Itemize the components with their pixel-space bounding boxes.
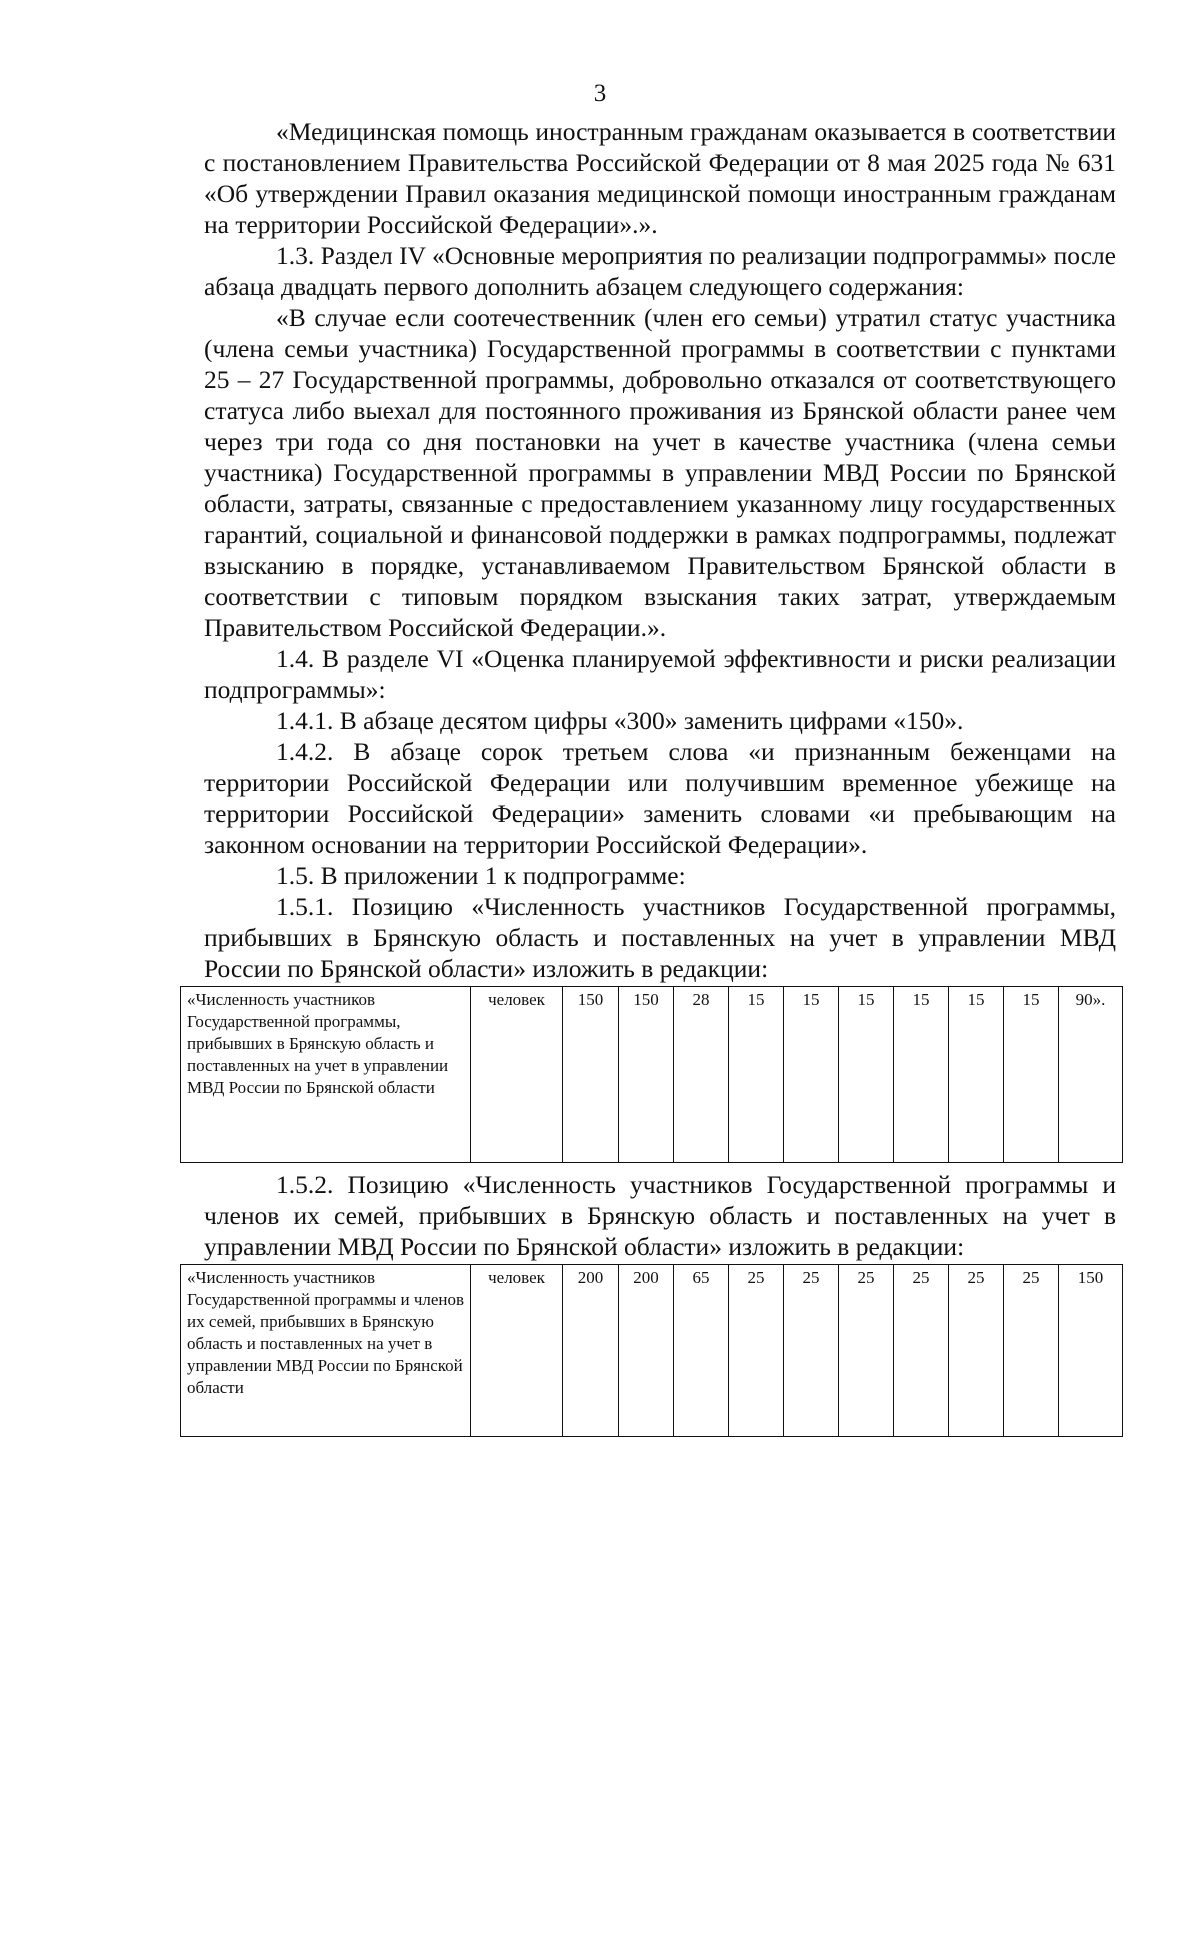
value-cell: 200 [563,1265,619,1437]
value-cell: 200 [619,1265,674,1437]
value-cell: 15 [949,987,1004,1163]
indicator-name-cell: «Численность участников Государственной программы и членов их семей, прибывших в Брянскую область и поставленных на учет в управлении МВД России по Брянской области [181,1265,471,1437]
value-cell: 15 [839,987,894,1163]
paragraph-1-4-1: 1.4.1. В абзаце десятом цифры «300» заменить цифрами «150». [276,706,964,735]
page-number: 3 [593,80,607,107]
paragraph-1-4: 1.4. В разделе VI «Оценка планируемой эффективности и риски реализации подпрограммы»: [204,644,1116,704]
value-cell: 65 [674,1265,729,1437]
indicator-name-cell: «Численность участников Государственной программы, прибывших в Брянскую область и поставленных на учет в управлении МВД России по Брянской области [181,987,471,1163]
value-cell: 90». [1059,987,1123,1163]
body-text [187,116,1116,1437]
paragraph-1-5-2: 1.5.2. Позицию «Численность участников Государственной программы и членов их семей, прибывших в Брянскую область и поставленных на учет в управлении МВД России по Брянской области» изложить в редакции: [204,1170,1116,1261]
table-row [181,987,1123,1163]
value-cell: 15 [1004,987,1059,1163]
value-cell: 15 [784,987,839,1163]
paragraph-1-5-1: 1.5.1. Позицию «Численность участников Государственной программы, прибывших в Брянскую область и поставленных на учет в управлении МВД России по Брянской области» изложить в редакции: [204,892,1116,983]
paragraph-1-3: 1.3. Раздел IV «Основные мероприятия по реализации подпрограммы» после абзаца двадцать первого дополнить абзацем следующего содержания: [204,241,1116,301]
unit-cell: человек [471,1265,563,1437]
table-position-1 [180,986,1123,1163]
unit-cell: человек [471,987,563,1163]
value-cell: 25 [949,1265,1004,1437]
value-cell: 150 [563,987,619,1163]
value-cell: 25 [839,1265,894,1437]
value-cell: 25 [1004,1265,1059,1437]
paragraph-quote-compatriot: «В случае если соотечественник (член его семьи) утратил статус участника (члена семьи участника) Государственной программы в соответствии с пунктами 25 – 27 Государственной программы, добровольно отказался от соответствующего статуса либо выехал для постоянного проживания из Брянской области ранее чем через три года со дня постановки на учет в качестве участника (члена семьи участника) Государственной программы в управлении МВД России по Брянской области, затраты, связанные с предоставлением указанному лицу государственных гарантий, социальной и финансовой поддержки в рамках подпрограммы, подлежат взысканию в порядке, устанавливаемом Правительством Брянской области в соответствии с типовым порядком взыскания таких затрат, утверждаемым Правительством Российской Федерации.». [204,303,1116,642]
value-cell: 25 [729,1265,784,1437]
value-cell: 25 [894,1265,949,1437]
value-cell: 28 [674,987,729,1163]
value-cell: 15 [894,987,949,1163]
value-cell: 150 [1059,1265,1123,1437]
paragraph-1-5: 1.5. В приложении 1 к подпрограмме: [276,861,686,890]
value-cell: 25 [784,1265,839,1437]
table-row [181,1265,1123,1437]
value-cell: 150 [619,987,674,1163]
value-cell: 15 [729,987,784,1163]
table-position-2 [180,1264,1123,1437]
paragraph-1-4-2: 1.4.2. В абзаце сорок третьем слова «и признанным беженцами на территории Российской Федерации или получившим временное убежище на территории Российской Федерации» заменить словами «и пребывающим на законном основании на территории Российской Федерации». [204,737,1116,859]
paragraph-medical-help: «Медицинская помощь иностранным гражданам оказывается в соответствии с постановлением Правительства Российской Федерации от 8 мая 2025 года № 631 «Об утверждении Правил оказания медицинской помощи иностранным гражданам на территории Российской Федерации».». [204,117,1116,239]
